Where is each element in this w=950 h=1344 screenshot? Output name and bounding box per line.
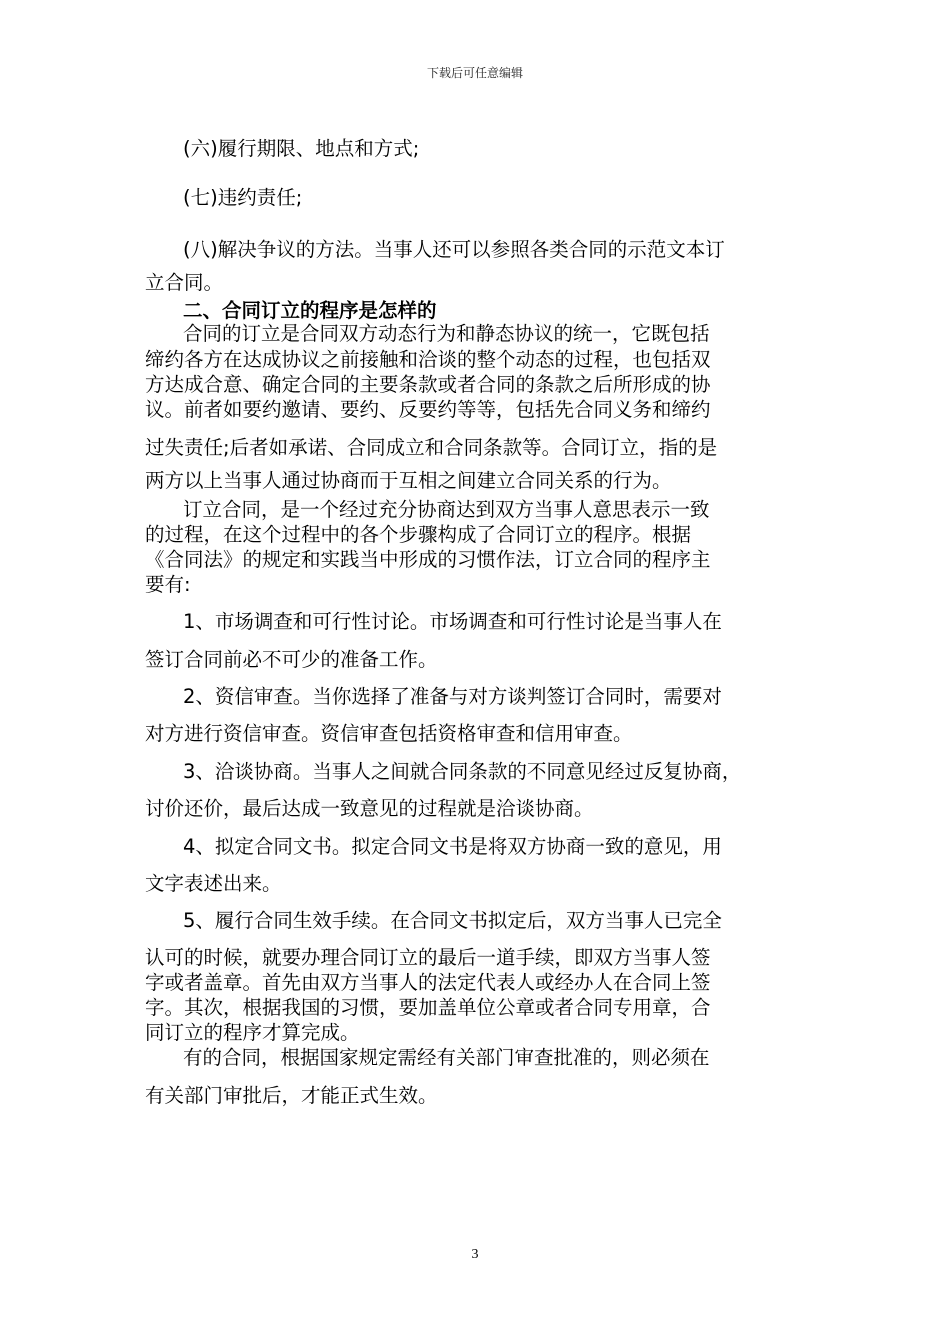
text-line: 对方进行资信审查。资信审查包括资格审查和信用审查。 <box>145 722 633 745</box>
text-line: 2、资信审查。当你选择了准备与对方谈判签订合同时，需要对 <box>183 685 722 708</box>
text-line: 两方以上当事人通过协商而于互相之间建立合同关系的行为。 <box>145 469 672 492</box>
text-line: 5、履行合同生效手续。在合同文书拟定后，双方当事人已完全 <box>183 909 722 932</box>
text-line: 方达成合意、确定合同的主要条款或者合同的条款之后所形成的协 <box>145 373 711 396</box>
text-line: 同订立的程序才算完成。 <box>145 1021 360 1044</box>
text-line: 字或者盖章。首先由双方当事人的法定代表人或经办人在合同上签 <box>145 971 711 994</box>
text-line: 订立合同，是一个经过充分协商达到双方当事人意思表示一致 <box>183 498 710 521</box>
text-line: 合同的订立是合同双方动态行为和静态协议的统一，它既包括 <box>183 322 710 345</box>
page-header: 下载后可任意编辑 <box>426 66 523 80</box>
text-line: 认可的时候，就要办理合同订立的最后一道手续，即双方当事人签 <box>145 946 711 969</box>
text-line: 的过程，在这个过程中的各个步骤构成了合同订立的程序。根据 <box>145 523 692 546</box>
section-heading: 二、合同订立的程序是怎样的 <box>183 299 437 322</box>
text-line: 《合同法》的规定和实践当中形成的习惯作法，订立合同的程序主 <box>145 548 711 571</box>
text-line: 有关部门审批后，才能正式生效。 <box>145 1084 438 1107</box>
text-line: 要有: <box>145 573 191 596</box>
text-line: (六)履行期限、地点和方式; <box>183 137 420 160</box>
text-line: 过失责任;后者如承诺、合同成立和合同条款等。合同订立，指的是 <box>145 436 718 459</box>
text-line: 有的合同，根据国家规定需经有关部门审查批准的，则必须在 <box>183 1046 710 1069</box>
text-line: 立合同。 <box>145 271 224 294</box>
text-line: (八)解决争议的方法。当事人还可以参照各类合同的示范文本订 <box>183 238 725 261</box>
page-number: 3 <box>471 1247 479 1262</box>
text-line: 文字表述出来。 <box>145 872 282 895</box>
text-line: 字。其次，根据我国的习惯，要加盖单位公章或者合同专用章，合 <box>145 996 711 1019</box>
text-line: 签订合同前必不可少的准备工作。 <box>145 648 438 671</box>
text-line: 讨价还价，最后达成一致意见的过程就是洽谈协商。 <box>145 797 594 820</box>
text-line: 议。前者如要约邀请、要约、反要约等等，包括先合同义务和缔约 <box>145 398 711 421</box>
text-line: (七)违约责任; <box>183 186 303 209</box>
text-line: 4、拟定合同文书。拟定合同文书是将双方协商一致的意见，用 <box>183 835 722 858</box>
text-line: 3、洽谈协商。当事人之间就合同条款的不同意见经过反复协商， <box>183 760 742 783</box>
text-line: 缔约各方在达成协议之前接触和洽谈的整个动态的过程，也包括双 <box>145 348 711 371</box>
text-line: 1、市场调查和可行性讨论。市场调查和可行性讨论是当事人在 <box>183 610 722 633</box>
